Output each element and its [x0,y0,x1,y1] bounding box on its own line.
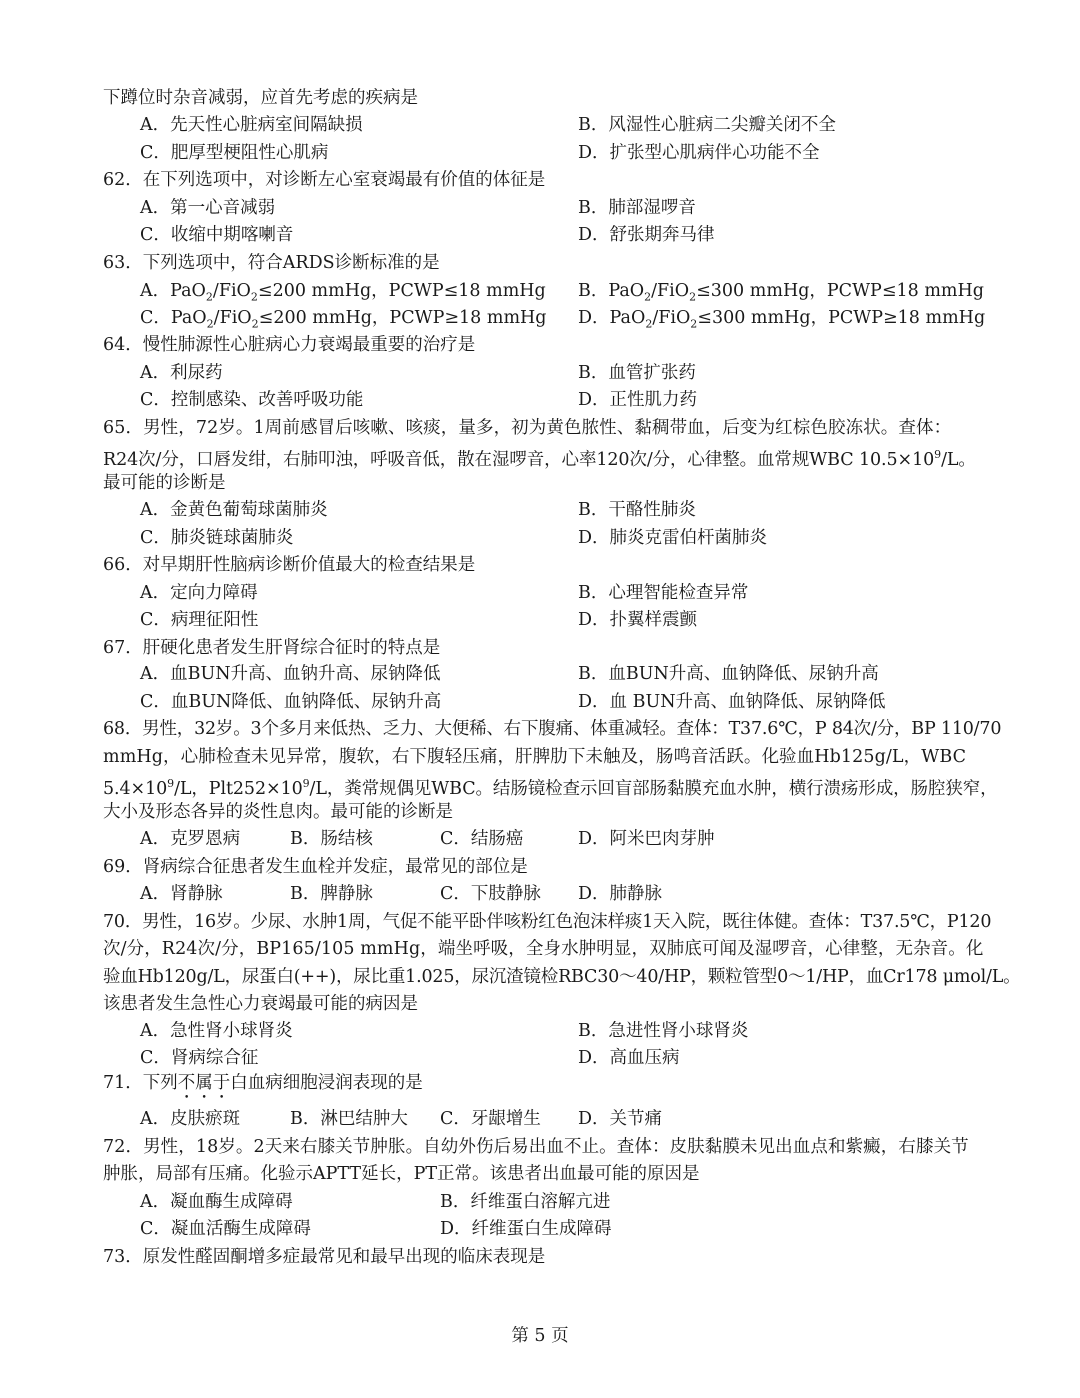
question-64: 64．慢性肺源性心脏病心力衰竭最重要的治疗是 [103,335,476,355]
option-b: B．肠结核 [290,829,373,849]
question-67: 67．肝硬化患者发生肝肾综合征时的特点是 [103,638,441,658]
question-68-line3: $5.4\times 10^9/L$，$Plt252\times 10^9/L$，粪常规偶见WBC。结肠镜检查示回盲部肠黏膜充血水肿，横行溃疡形成，肠腔狭窄， [103,777,998,799]
option-d: D．阿米巴肉芽肿 [578,829,715,849]
option-b: B．血管扩张药 [578,363,696,383]
option-d: D．纤维蛋白生成障碍 [440,1219,612,1239]
option-c: C．收缩中期喀喇音 [140,225,294,245]
question-66: 66．对早期肝性脑病诊断价值最大的检查结果是 [103,555,476,575]
option-b: B．血BUN升高、血钠降低、尿钠升高 [578,664,879,684]
option-a: A．金黄色葡萄球菌肺炎 [140,500,328,520]
question-70-line2: 次/分，R24次/分，BP165/105 mmHg，端坐呼吸，全身水肿明显，双肺底可闻及湿啰音，心律整，无杂音。化 [103,939,984,959]
question-68-line2: mmHg，心肺检查未见异常，腹软，右下腹轻压痛，肝脾肋下未触及，肠鸣音活跃。化验血Hb125g/L，WBC [103,747,967,767]
option-b: B．PaO$_2$/FiO$_2$≤300 mmHg，PCWP≤18 mmHg [578,281,984,304]
option-a: A．皮肤瘀斑 [140,1109,241,1129]
option-a: A．急性肾小球肾炎 [140,1021,293,1041]
option-a: A．血BUN升高、血钠升高、尿钠降低 [140,664,441,684]
question-68-line4: 大小及形态各异的炎性息肉。最可能的诊断是 [103,802,453,822]
emphasis-text: 不属于 [177,1073,231,1093]
option-a: A．PaO$_2$/FiO$_2$≤200 mmHg，PCWP≤18 mmHg [140,281,546,304]
question-63: 63．下列选项中，符合ARDS诊断标准的是 [103,253,440,273]
option-d: D．肺炎克雷伯杆菌肺炎 [578,528,768,548]
option-d: D．扑翼样震颤 [578,610,698,630]
option-a: A．凝血酶生成障碍 [140,1192,293,1212]
option-c: C．下肢静脉 [440,884,541,904]
option-d: D．PaO$_2$/FiO$_2$≤300 mmHg，PCWP≥18 mmHg [578,308,986,331]
question-text: 下蹲位时杂音减弱，应首先考虑的疾病是 [103,88,418,108]
question-73: 73．原发性醛固酮增多症最常见和最早出现的临床表现是 [103,1247,546,1267]
question-72-line2: 肿胀，局部有压痛。化验示APTT延长，PT正常。该患者出血最可能的原因是 [103,1164,700,1184]
question-62: 62．在下列选项中，对诊断左心室衰竭最有价值的体征是 [103,170,546,190]
question-71: 71．下列不属于白血病细胞浸润表现的是 [103,1073,423,1093]
option-a: A．克罗恩病 [140,829,241,849]
option-c: C．控制感染、改善呼吸功能 [140,390,364,410]
option-a: A．先天性心脏病室间隔缺损 [140,115,363,135]
page-number: 第 5 页 [511,1326,569,1346]
option-d: D．扩张型心肌病伴心功能不全 [578,143,820,163]
question-70-line3: 验血Hb120g/L，尿蛋白(++)，尿比重1.025，尿沉渣镜检RBC30～40/HP，颗粒管型0～1/HP，血Cr178 μmol/L。 [103,967,1021,987]
option-b: B．心理智能检查异常 [578,583,749,603]
option-d: D．关节痛 [578,1109,663,1129]
option-d: D．血 BUN升高、血钠降低、尿钠降低 [578,692,886,712]
option-b: B．纤维蛋白溶解亢进 [440,1192,611,1212]
option-d: D．舒张期奔马律 [578,225,715,245]
question-65-line3: 最可能的诊断是 [103,473,226,493]
option-b: B．肺部湿啰音 [578,198,696,218]
option-c: C．肾病综合征 [140,1048,259,1068]
option-a: A．肾静脉 [140,884,223,904]
question-72: 72．男性，18岁。2天来右膝关节肿胀。自幼外伤后易出血不止。查体：皮肤黏膜未见出血点和紫癜，右膝关节 [103,1137,969,1157]
question-69: 69．肾病综合征患者发生血栓并发症，最常见的部位是 [103,857,528,877]
option-c: C．凝血活酶生成障碍 [140,1219,311,1239]
question-65: 65．男性，72岁。1周前感冒后咳嗽、咳痰，量多，初为黄色脓性、黏稠带血，后变为红棕色胶冻状。查体： [103,418,952,438]
question-65-line2: R24次/分，口唇发绀，右肺叩浊，呼吸音低，散在湿啰音，心率120次/分，心律整。血常规WBC $10.5\times 10^9/L$。 [103,448,976,470]
option-d: D．高血压病 [578,1048,680,1068]
option-d: D．正性肌力药 [578,390,698,410]
question-68: 68．男性，32岁。3个多月来低热、乏力、大便稀、右下腹痛、体重减轻。查体：T37.6℃，P 84次/分，BP 110/70 [103,719,1002,739]
option-c: C．PaO$_2$/FiO$_2$≤200 mmHg，PCWP≥18 mmHg [140,308,547,331]
option-c: C．牙龈增生 [440,1109,541,1129]
option-b: B．急进性肾小球肾炎 [578,1021,749,1041]
option-a: A．定向力障碍 [140,583,258,603]
question-70: 70．男性，16岁。少尿、水肿1周，气促不能平卧伴咳粉红色泡沫样痰1天入院，既往体健。查体：T37.5℃，P120 [103,912,992,932]
option-c: C．结肠癌 [440,829,524,849]
option-a: A．第一心音减弱 [140,198,276,218]
option-c: C．肺炎链球菌肺炎 [140,528,294,548]
question-70-line4: 该患者发生急性心力衰竭最可能的病因是 [103,994,418,1014]
option-a: A．利尿药 [140,363,223,383]
option-c: C．血BUN降低、血钠降低、尿钠升高 [140,692,442,712]
option-d: D．肺静脉 [578,884,663,904]
option-b: B．风湿性心脏病二尖瓣关闭不全 [578,115,836,135]
option-c: C．肥厚型梗阻性心肌病 [140,143,329,163]
option-b: B．脾静脉 [290,884,373,904]
option-c: C．病理征阳性 [140,610,259,630]
option-b: B．干酪性肺炎 [578,500,696,520]
option-b: B．淋巴结肿大 [290,1109,408,1129]
